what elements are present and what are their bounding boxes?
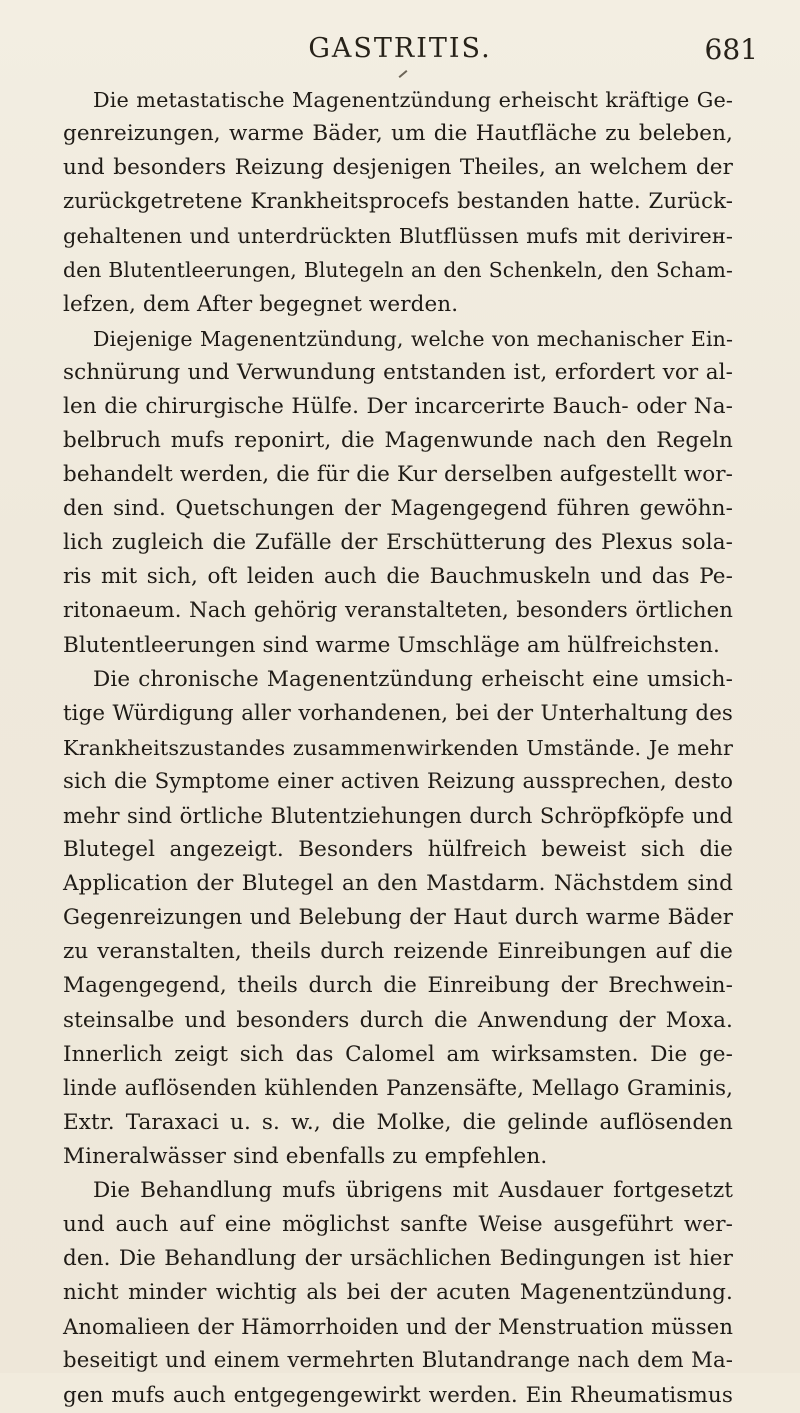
text-line: Diejenige Magenentzündung, welche von mechanischer Ein- [93,326,733,351]
paragraph-3 [63,663,733,1174]
paragraph-4 [63,1174,733,1413]
text-line: tige Würdigung aller vorhandenen, bei der Unterhaltung des [63,700,733,726]
text-line: ritonaeum. Nach gehörig veranstalteten, besonders örtlichen [63,598,733,624]
text-line: linde auflösenden kühlenden Panzensäfte, Mellago Graminis, [63,1075,733,1101]
text-line: gehaltenen und unterdrückten Blutflüssen mufs mit derivirен- [63,224,733,249]
text-line: beseitigt und einem vermehrten Blutandrange nach dem Ma- [63,1348,733,1374]
text-line: Die metastatische Magenentzündung erheischt kräftige Ge- [93,88,733,112]
text-line: belbruch mufs reponirt, die Magenwunde nach den Regeln [63,427,733,453]
text-line: steinsalbe und besonders durch die Anwendung der Moxa. [63,1007,733,1033]
text-line: ris mit sich, oft leiden auch die Bauchmuskeln und das Pe- [63,564,733,590]
text-line: schnürung und Verwundung entstanden ist, erfordert vor al- [63,359,733,385]
text-line: gen mufs auch entgegengewirkt werden. Ein Rheumatismus [63,1382,733,1408]
text-line: den Blutentleerungen, Blutegeln an den Schenkeln, den Scham- [63,258,733,283]
text-line: Krankheitszustandes zusammenwirkenden Umstände. Je mehr [63,735,733,760]
text-line: behandelt werden, die für die Kur derselben aufgestellt wor- [63,462,733,488]
text-line: Die chronische Magenentzündung erheischt eine umsich- [93,666,733,692]
text-line: sich die Symptome einer activen Reizung aussprechen, desto [63,768,733,794]
text-line: Gegenreizungen und Belebung der Haut durch warme Bäder [63,905,733,931]
body-text [63,83,733,1413]
text-line: und besonders Reizung desjenigen Theiles, an welchem der [63,155,733,181]
text-line: Magengegend, theils durch die Einreibung der Brechwein- [63,973,733,999]
paragraph-1 [63,83,733,322]
text-line: nicht minder wichtig als bei der acuten Magenentzündung. [63,1280,733,1306]
text-line: Extr. Taraxaci u. s. w., die Molke, die gelinde auflösenden [63,1109,733,1135]
text-line: Anomalieen der Hämorrhoiden und der Menstruation müssen [63,1314,733,1340]
text-line: Innerlich zeigt sich das Calomel am wirksamsten. Die ge- [63,1041,733,1067]
text-line: genreizungen, warme Bäder, um die Hautfläche zu beleben, [63,121,733,147]
page-number: 681 [704,33,758,66]
text-line: zu veranstalten, theils durch reizende Einreibungen auf die [63,939,733,965]
text-line: lich zugleich die Zufälle der Erschütterung des Plexus sola- [63,530,733,556]
text-line: len die chirurgische Hülfe. Der incarcerirte Bauch- oder Na- [63,393,733,419]
text-line: Application der Blutegel an den Mastdarm. Nächstdem sind [63,871,733,897]
text-line: mehr sind örtliche Blutentziehungen durch Schröpfköpfe und [63,802,733,828]
text-line: Die Behandlung mufs übrigens mit Ausdauer fortgesetzt [93,1178,733,1203]
text-line: Blutentleerungen sind warme Umschläge am hülfreichsten. [63,632,720,658]
page-header [0,33,800,83]
text-line: den sind. Quetschungen der Magengegend führen gewöhn- [63,496,733,522]
text-line: Mineralwässer sind ebenfalls zu empfehlen. [63,1143,548,1169]
text-line: zurückgetretene Krankheitsprocefs bestanden hatte. Zurück- [63,189,733,215]
text-line: den. Die Behandlung der ursächlichen Bedingungen ist hier [63,1246,733,1272]
pen-mark [399,70,408,78]
text-line: und auch auf eine möglichst sanfte Weise ausgeführt wer- [63,1212,733,1238]
paragraph-2 [63,322,733,663]
running-title: GASTRITIS. [308,33,492,64]
text-line: Blutegel angezeigt. Besonders hülfreich beweist sich die [63,837,733,863]
text-line: lefzen, dem After begegnet werden. [63,291,459,317]
